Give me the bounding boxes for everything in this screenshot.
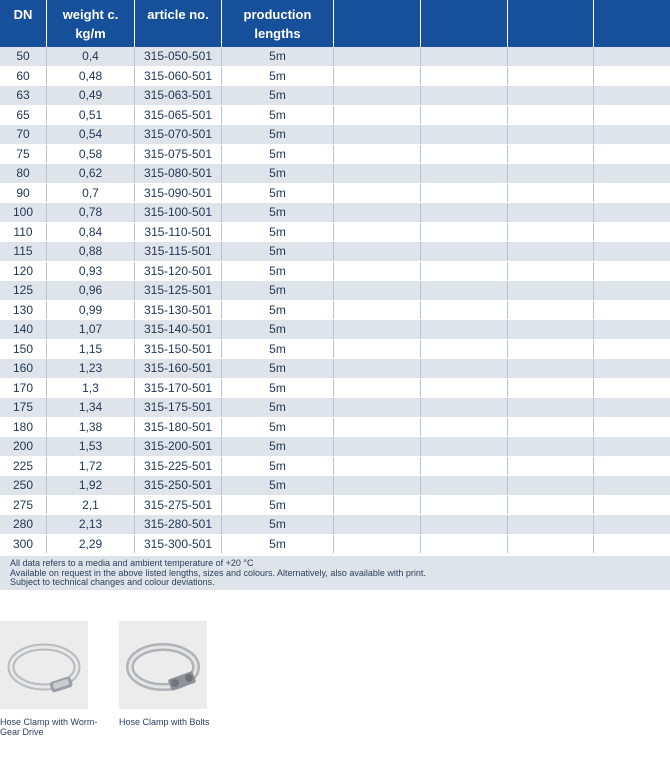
cell-empty [421,106,508,125]
cell-dn: 70 [0,125,47,144]
cell-empty [594,86,670,105]
cell-empty [508,242,594,261]
table-row [0,223,670,243]
cell-article-no: 315-130-501 [135,301,222,320]
table-row [0,86,670,106]
header-article-no: article no. [135,0,222,47]
cell-empty [508,262,594,281]
cell-empty [334,106,421,125]
cell-empty [334,125,421,144]
cell-weight: 1,23 [47,359,135,378]
cell-empty [334,437,421,456]
cell-empty [334,281,421,300]
cell-dn: 200 [0,437,47,456]
cell-empty [594,340,670,359]
hose-clamp-bolts-image [119,621,207,709]
cell-empty [421,86,508,105]
cell-empty [508,281,594,300]
cell-production-length: 5m [222,47,334,66]
cell-weight: 0,93 [47,262,135,281]
cell-production-length: 5m [222,164,334,183]
footnote-disclaimer: Subject to technical changes and colour deviations. [10,577,215,587]
header-dn: DN [0,0,47,47]
cell-empty [334,535,421,554]
cell-weight: 0,51 [47,106,135,125]
cell-weight: 2,1 [47,496,135,515]
cell-article-no: 315-225-501 [135,457,222,476]
cell-dn: 120 [0,262,47,281]
cell-empty [508,67,594,86]
cell-article-no: 315-090-501 [135,184,222,203]
cell-dn: 110 [0,223,47,242]
cell-empty [421,67,508,86]
cell-production-length: 5m [222,437,334,456]
table-row [0,184,670,204]
cell-article-no: 315-300-501 [135,535,222,554]
cell-weight: 0,54 [47,125,135,144]
cell-dn: 275 [0,496,47,515]
cell-empty [421,535,508,554]
cell-article-no: 315-120-501 [135,262,222,281]
cell-weight: 0,96 [47,281,135,300]
cell-article-no: 315-115-501 [135,242,222,261]
cell-empty [508,145,594,164]
cell-article-no: 315-275-501 [135,496,222,515]
header-weight: weight c. kg/m [47,0,135,47]
cell-dn: 280 [0,515,47,534]
cell-production-length: 5m [222,379,334,398]
cell-empty [508,398,594,417]
cell-weight: 0,99 [47,301,135,320]
cell-production-length: 5m [222,457,334,476]
cell-empty [334,379,421,398]
table-row [0,359,670,379]
cell-article-no: 315-080-501 [135,164,222,183]
cell-empty [508,535,594,554]
cell-weight: 1,53 [47,437,135,456]
cell-article-no: 315-060-501 [135,67,222,86]
cell-dn: 80 [0,164,47,183]
table-row [0,398,670,418]
cell-dn: 225 [0,457,47,476]
cell-empty [421,223,508,242]
cell-empty [508,340,594,359]
cell-empty [334,320,421,339]
cell-article-no: 315-140-501 [135,320,222,339]
cell-dn: 75 [0,145,47,164]
cell-empty [594,437,670,456]
table-row [0,320,670,340]
header-empty-3 [508,0,594,47]
cell-empty [594,184,670,203]
cell-empty [594,47,670,66]
cell-production-length: 5m [222,184,334,203]
cell-empty [334,47,421,66]
cell-empty [334,184,421,203]
cell-production-length: 5m [222,281,334,300]
cell-empty [594,242,670,261]
cell-dn: 160 [0,359,47,378]
cell-empty [334,203,421,222]
cell-empty [334,418,421,437]
cell-dn: 130 [0,301,47,320]
cell-empty [334,262,421,281]
cell-weight: 0,88 [47,242,135,261]
cell-dn: 115 [0,242,47,261]
cell-empty [421,418,508,437]
table-row [0,437,670,457]
hose-clamp-worm-gear-image [0,621,88,709]
cell-empty [421,496,508,515]
cell-weight: 0,4 [47,47,135,66]
cell-weight: 1,34 [47,398,135,417]
cell-dn: 150 [0,340,47,359]
cell-empty [334,359,421,378]
cell-empty [421,184,508,203]
cell-empty [594,515,670,534]
table-row [0,125,670,145]
cell-empty [421,398,508,417]
cell-empty [594,476,670,495]
cell-empty [508,496,594,515]
cell-empty [334,398,421,417]
cell-article-no: 315-110-501 [135,223,222,242]
cell-dn: 140 [0,320,47,339]
cell-empty [508,184,594,203]
product-worm-gear [0,621,110,737]
header-empty-4 [594,0,670,47]
cell-empty [594,418,670,437]
product-bolts [119,621,229,727]
cell-empty [508,418,594,437]
cell-empty [421,515,508,534]
cell-dn: 175 [0,398,47,417]
footnotes [0,556,670,590]
cell-production-length: 5m [222,476,334,495]
cell-empty [334,476,421,495]
cell-production-length: 5m [222,125,334,144]
cell-empty [508,476,594,495]
cell-production-length: 5m [222,145,334,164]
cell-weight: 2,13 [47,515,135,534]
cell-empty [334,242,421,261]
cell-empty [421,164,508,183]
cell-production-length: 5m [222,242,334,261]
cell-empty [508,223,594,242]
cell-article-no: 315-180-501 [135,418,222,437]
cell-article-no: 315-160-501 [135,359,222,378]
cell-production-length: 5m [222,86,334,105]
cell-article-no: 315-100-501 [135,203,222,222]
cell-dn: 63 [0,86,47,105]
cell-empty [421,203,508,222]
cell-dn: 90 [0,184,47,203]
cell-empty [421,476,508,495]
cell-empty [594,301,670,320]
cell-empty [594,457,670,476]
cell-empty [334,145,421,164]
cell-weight: 0,49 [47,86,135,105]
cell-dn: 250 [0,476,47,495]
cell-weight: 0,78 [47,203,135,222]
cell-weight: 1,38 [47,418,135,437]
cell-production-length: 5m [222,203,334,222]
table-row [0,164,670,184]
table-row [0,535,670,555]
cell-empty [421,340,508,359]
cell-article-no: 315-063-501 [135,86,222,105]
cell-empty [594,125,670,144]
cell-empty [594,379,670,398]
cell-empty [421,301,508,320]
cell-dn: 65 [0,106,47,125]
cell-empty [594,203,670,222]
cell-empty [508,106,594,125]
cell-empty [508,301,594,320]
footnote-availability: Available on request in the above listed lengths, sizes and colours. Alternatively, also available with print. [10,567,426,578]
cell-empty [421,437,508,456]
cell-article-no: 315-125-501 [135,281,222,300]
table-row [0,301,670,321]
cell-empty [594,359,670,378]
cell-production-length: 5m [222,67,334,86]
cell-production-length: 5m [222,320,334,339]
cell-empty [334,515,421,534]
cell-empty [508,515,594,534]
cell-production-length: 5m [222,340,334,359]
cell-empty [594,281,670,300]
cell-production-length: 5m [222,262,334,281]
cell-article-no: 315-175-501 [135,398,222,417]
cell-weight: 0,48 [47,67,135,86]
table-row [0,457,670,477]
cell-dn: 60 [0,67,47,86]
cell-weight: 0,58 [47,145,135,164]
cell-empty [594,262,670,281]
table-row [0,418,670,438]
cell-empty [508,359,594,378]
cell-empty [508,125,594,144]
cell-empty [594,320,670,339]
cell-dn: 170 [0,379,47,398]
header-production-lengths: production lengths [222,0,334,47]
cell-production-length: 5m [222,496,334,515]
cell-empty [421,281,508,300]
product-caption-bolts: Hose Clamp with Bolts [119,717,210,727]
cell-empty [508,320,594,339]
cell-empty [508,164,594,183]
cell-weight: 1,92 [47,476,135,495]
table-row [0,515,670,535]
cell-empty [594,223,670,242]
cell-empty [421,242,508,261]
cell-empty [508,86,594,105]
cell-weight: 1,07 [47,320,135,339]
cell-empty [421,320,508,339]
cell-article-no: 315-170-501 [135,379,222,398]
cell-weight: 2,29 [47,535,135,554]
cell-weight: 0,62 [47,164,135,183]
cell-empty [594,164,670,183]
cell-weight: 0,7 [47,184,135,203]
cell-article-no: 315-050-501 [135,47,222,66]
product-caption-worm-gear: Hose Clamp with Worm-Gear Drive [0,717,98,737]
header-empty-1 [334,0,421,47]
table-row [0,340,670,360]
cell-dn: 180 [0,418,47,437]
cell-production-length: 5m [222,398,334,417]
cell-production-length: 5m [222,301,334,320]
cell-weight: 1,72 [47,457,135,476]
table-row [0,67,670,87]
cell-empty [508,379,594,398]
cell-dn: 100 [0,203,47,222]
cell-empty [421,145,508,164]
cell-empty [334,496,421,515]
table-row [0,379,670,399]
cell-article-no: 315-250-501 [135,476,222,495]
table-row [0,496,670,516]
cell-article-no: 315-280-501 [135,515,222,534]
cell-empty [334,340,421,359]
cell-empty [334,67,421,86]
cell-article-no: 315-150-501 [135,340,222,359]
cell-dn: 125 [0,281,47,300]
cell-empty [421,359,508,378]
cell-production-length: 5m [222,418,334,437]
cell-empty [334,301,421,320]
cell-production-length: 5m [222,359,334,378]
cell-empty [508,437,594,456]
cell-production-length: 5m [222,535,334,554]
cell-empty [594,67,670,86]
table-row [0,47,670,67]
cell-article-no: 315-065-501 [135,106,222,125]
cell-empty [594,496,670,515]
cell-empty [334,164,421,183]
table-row [0,242,670,262]
table-row [0,106,670,126]
cell-production-length: 5m [222,106,334,125]
cell-empty [508,203,594,222]
cell-production-length: 5m [222,515,334,534]
cell-empty [594,535,670,554]
table-row [0,281,670,301]
cell-article-no: 315-200-501 [135,437,222,456]
table-header [0,0,670,47]
cell-weight: 0,84 [47,223,135,242]
cell-dn: 300 [0,535,47,554]
cell-empty [421,125,508,144]
cell-empty [594,398,670,417]
cell-empty [594,145,670,164]
cell-article-no: 315-070-501 [135,125,222,144]
cell-weight: 1,15 [47,340,135,359]
table-row [0,262,670,282]
cell-empty [421,47,508,66]
cell-empty [594,106,670,125]
header-empty-2 [421,0,508,47]
table-row [0,145,670,165]
table-body [0,47,670,554]
cell-production-length: 5m [222,223,334,242]
cell-empty [421,379,508,398]
cell-empty [334,86,421,105]
cell-weight: 1,3 [47,379,135,398]
cell-empty [421,262,508,281]
cell-empty [334,457,421,476]
cell-empty [508,47,594,66]
cell-dn: 50 [0,47,47,66]
cell-empty [334,223,421,242]
cell-article-no: 315-075-501 [135,145,222,164]
table-row [0,203,670,223]
cell-empty [421,457,508,476]
cell-empty [508,457,594,476]
table-row [0,476,670,496]
footnote-temperature: All data refers to a media and ambient temperature of +20 °C [10,558,254,568]
